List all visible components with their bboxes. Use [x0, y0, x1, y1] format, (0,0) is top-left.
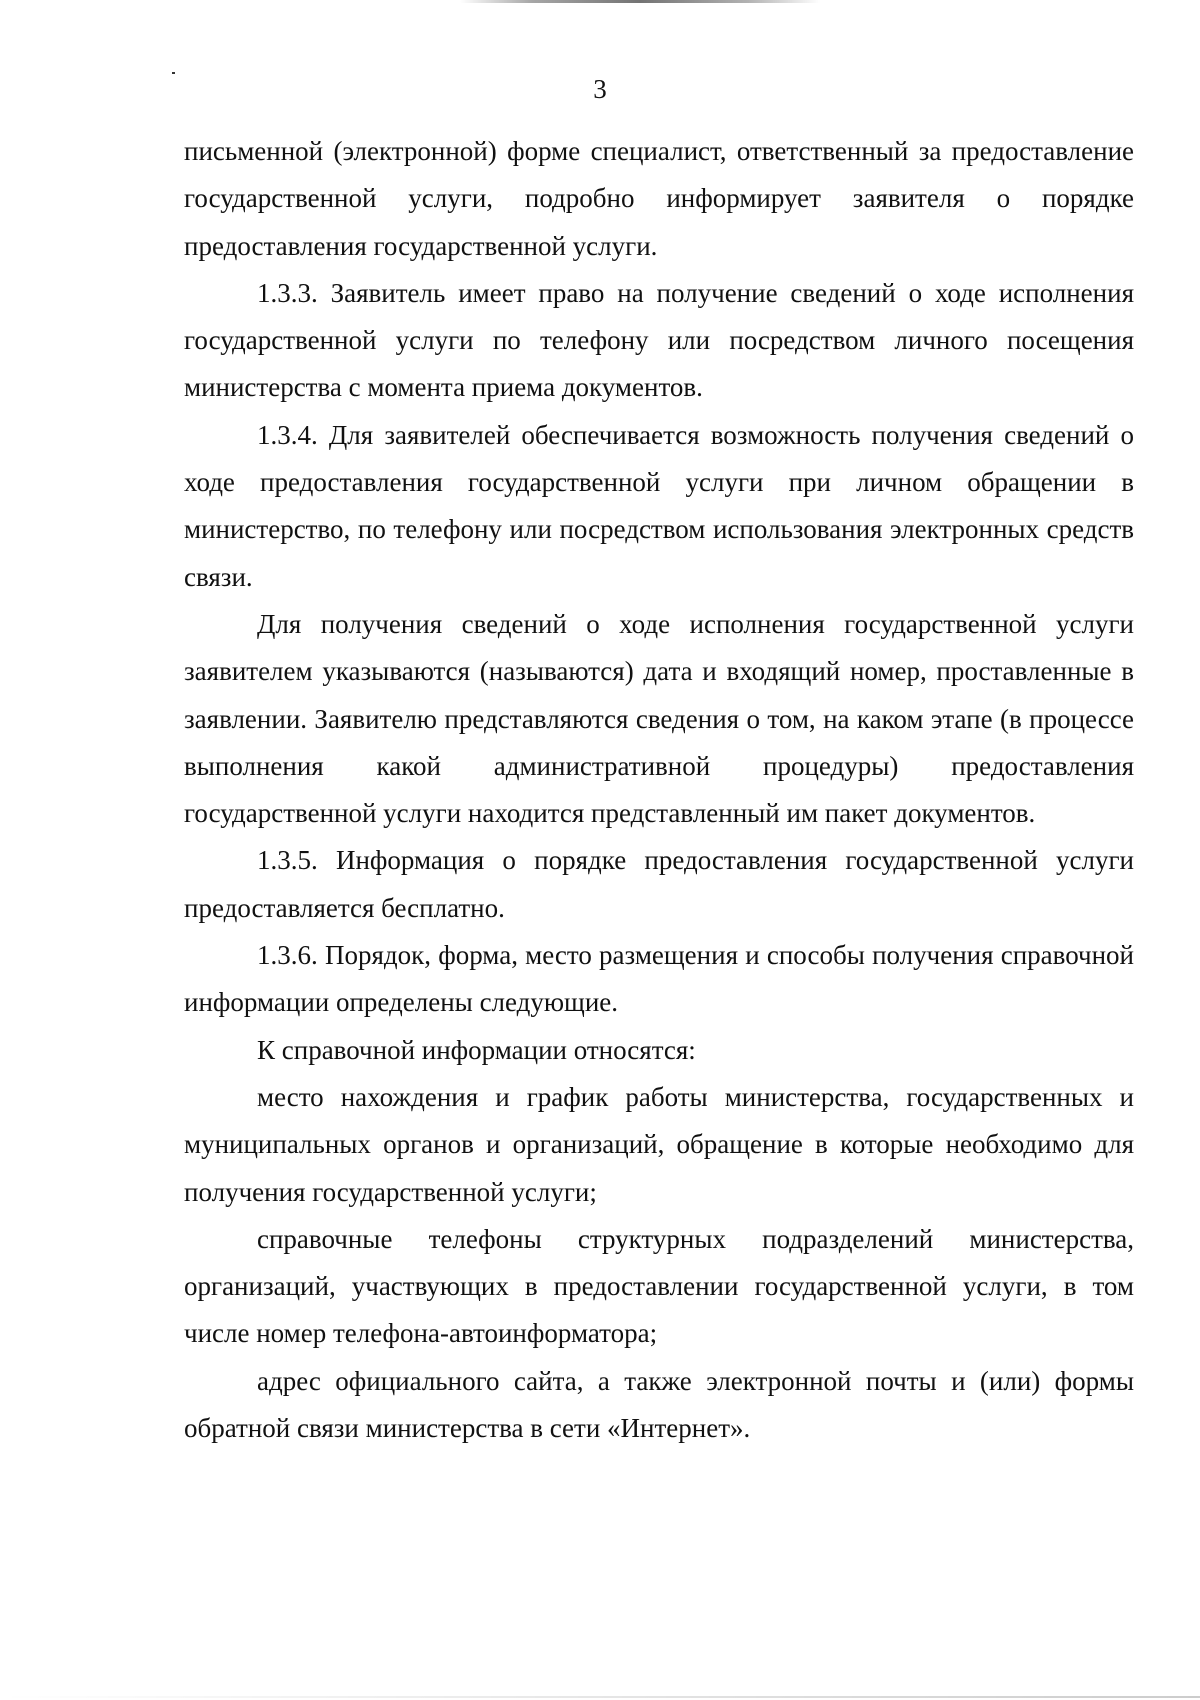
paragraph-1-3-3: 1.3.3. Заявитель имеет право на получение сведений о ходе исполнения государственной услуги по телефону или посредством личного посещения министерства с момента приема документов.: [184, 277, 1134, 403]
paragraph-continuation: письменной (электронной) форме специалист, ответственный за предоставление государственной услуги, подробно информирует заявителя о порядке предоставления государственной услуги.: [184, 136, 1134, 261]
paragraph-status-info: Для получения сведений о ходе исполнения государственной услуги заявителем указываются (называются) дата и входящий номер, проставленные в заявлении. Заявителю представляются сведения о том, на каком этапе (в процессе выполнения какой административной процедуры) предоставления государственной услуги находится представленный им пакет документов.: [184, 608, 1134, 829]
paragraph-1-3-4: 1.3.4. Для заявителей обеспечивается возможность получения сведений о ходе предоставления государственной услуги при личном обращении в министерство, по телефону или посредством использования электронных средств связи.: [184, 419, 1134, 592]
scan-artifact-bottom: [0, 1696, 1200, 1698]
paragraph-1-3-6: 1.3.6. Порядок, форма, место размещения и способы получения справочной информации определены следующие.: [184, 940, 1134, 1018]
document-body: [184, 128, 1134, 1452]
paragraph-reference-intro: К справочной информации относятся:: [257, 1034, 696, 1065]
list-item-location-schedule: место нахождения и график работы министерства, государственных и муниципальных органов и организаций, обращение в которые необходимо для получения государственной услуги;: [184, 1081, 1134, 1207]
page-number: 3: [593, 74, 607, 104]
list-item-website-email: адрес официального сайта, а также электронной почты и (или) формы обратной связи министерства в сети «Интернет».: [184, 1365, 1134, 1444]
scan-artifact-top: [460, 0, 820, 3]
paragraph-1-3-5: 1.3.5. Информация о порядке предоставления государственной услуги предоставляется бесплатно.: [184, 845, 1134, 923]
list-item-phones: справочные телефоны структурных подразделений министерства, организаций, участвующих в предоставлении государственной услуги, в том числе номер телефона-автоинформатора;: [184, 1223, 1134, 1349]
